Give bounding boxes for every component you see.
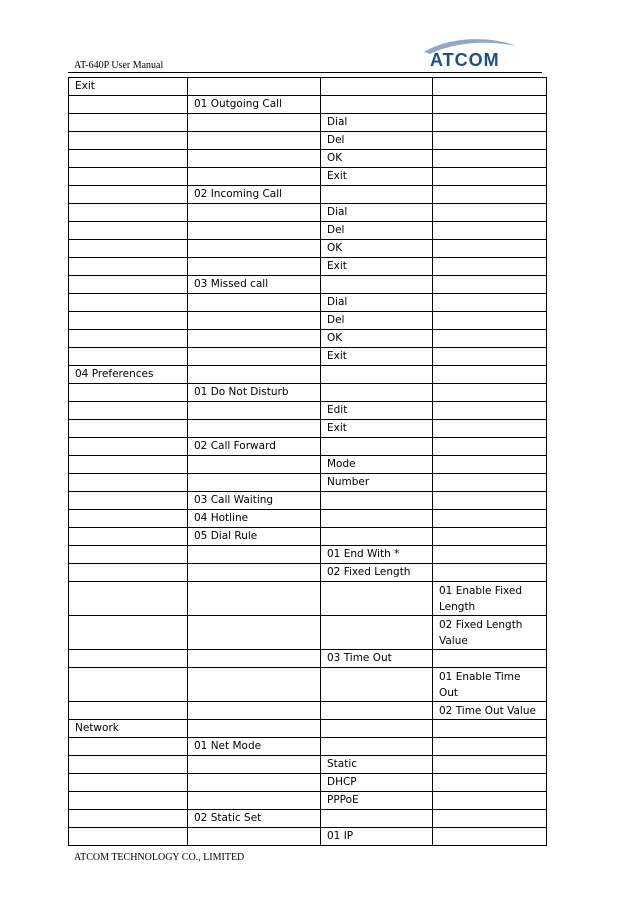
table-cell-level-1 (69, 204, 188, 222)
table-cell-level-4 (433, 792, 547, 810)
table-cell-level-1 (69, 420, 188, 438)
atcom-logo (420, 36, 520, 72)
table-row (69, 546, 547, 564)
table-cell-level-2: 01 Net Mode (188, 738, 321, 756)
table-row (69, 668, 547, 702)
table-cell-level-3: 02 Fixed Length (321, 564, 433, 582)
table-row (69, 132, 547, 150)
table-row (69, 96, 547, 114)
table-cell-level-3 (321, 438, 433, 456)
table-row (69, 582, 547, 616)
table-cell-level-3 (321, 810, 433, 828)
table-row (69, 738, 547, 756)
table-row (69, 792, 547, 810)
table-cell-level-2 (188, 294, 321, 312)
table-cell-level-2 (188, 616, 321, 650)
table-cell-level-4 (433, 384, 547, 402)
table-cell-level-4 (433, 650, 547, 668)
table-cell-level-4 (433, 438, 547, 456)
table-cell-level-2 (188, 474, 321, 492)
table-cell-level-4 (433, 774, 547, 792)
table-cell-level-1 (69, 756, 188, 774)
table-cell-level-4 (433, 240, 547, 258)
table-row (69, 258, 547, 276)
table-cell-level-4: 02 Time Out Value (433, 702, 547, 720)
table-cell-level-3: OK (321, 240, 433, 258)
table-row (69, 616, 547, 650)
table-cell-level-2: 02 Call Forward (188, 438, 321, 456)
table-cell-level-1 (69, 294, 188, 312)
table-cell-level-3: Exit (321, 420, 433, 438)
table-cell-level-3 (321, 384, 433, 402)
table-cell-level-1 (69, 150, 188, 168)
table-cell-level-1 (69, 132, 188, 150)
table-cell-level-4 (433, 114, 547, 132)
table-cell-level-4 (433, 222, 547, 240)
table-cell-level-3: 01 End With * (321, 546, 433, 564)
table-cell-level-2 (188, 564, 321, 582)
table-cell-level-4: 01 Enable Time Out (433, 668, 547, 702)
table-cell-level-1: Network (69, 720, 188, 738)
table-cell-level-2 (188, 168, 321, 186)
table-row (69, 222, 547, 240)
table-cell-level-4 (433, 528, 547, 546)
table-cell-level-2 (188, 240, 321, 258)
table-cell-level-2 (188, 78, 321, 96)
table-cell-level-2 (188, 150, 321, 168)
table-cell-level-2: 02 Static Set (188, 810, 321, 828)
table-row (69, 650, 547, 668)
table-cell-level-1 (69, 456, 188, 474)
table-cell-level-2 (188, 402, 321, 420)
table-cell-level-2 (188, 650, 321, 668)
table-cell-level-1 (69, 738, 188, 756)
table-cell-level-2 (188, 756, 321, 774)
table-cell-level-2 (188, 668, 321, 702)
table-cell-level-2 (188, 258, 321, 276)
table-row (69, 774, 547, 792)
table-cell-level-3: OK (321, 150, 433, 168)
table-cell-level-4 (433, 402, 547, 420)
table-cell-level-2 (188, 792, 321, 810)
table-row (69, 528, 547, 546)
table-cell-level-1 (69, 616, 188, 650)
table-row (69, 702, 547, 720)
table-cell-level-3 (321, 720, 433, 738)
menu-structure-table (68, 77, 547, 846)
table-row (69, 204, 547, 222)
table-cell-level-1 (69, 402, 188, 420)
table-cell-level-3 (321, 366, 433, 384)
table-row (69, 114, 547, 132)
table-cell-level-3: Dial (321, 204, 433, 222)
table-cell-level-4 (433, 294, 547, 312)
table-cell-level-3: Exit (321, 168, 433, 186)
table-row (69, 294, 547, 312)
table-cell-level-4: 02 Fixed Length Value (433, 616, 547, 650)
table-row (69, 78, 547, 96)
table-cell-level-4 (433, 330, 547, 348)
table-cell-level-3: Mode (321, 456, 433, 474)
table-cell-level-1 (69, 438, 188, 456)
table-cell-level-1 (69, 810, 188, 828)
table-cell-level-3: PPPoE (321, 792, 433, 810)
table-cell-level-1 (69, 258, 188, 276)
table-cell-level-3 (321, 78, 433, 96)
table-cell-level-4 (433, 132, 547, 150)
table-cell-level-4 (433, 186, 547, 204)
table-cell-level-2 (188, 348, 321, 366)
table-cell-level-3 (321, 616, 433, 650)
table-row (69, 474, 547, 492)
table-cell-level-3 (321, 668, 433, 702)
table-row (69, 438, 547, 456)
table-cell-level-1 (69, 384, 188, 402)
table-cell-level-3: Edit (321, 402, 433, 420)
table-cell-level-1: 04 Preferences (69, 366, 188, 384)
table-cell-level-1 (69, 828, 188, 846)
table-cell-level-1 (69, 186, 188, 204)
table-cell-level-2 (188, 582, 321, 616)
table-cell-level-4 (433, 258, 547, 276)
table-cell-level-3: Number (321, 474, 433, 492)
table-row (69, 330, 547, 348)
table-row (69, 756, 547, 774)
table-cell-level-1 (69, 510, 188, 528)
table-cell-level-3 (321, 186, 433, 204)
table-cell-level-4 (433, 78, 547, 96)
table-cell-level-3 (321, 528, 433, 546)
table-cell-level-3: Del (321, 312, 433, 330)
table-cell-level-1 (69, 222, 188, 240)
table-cell-level-3 (321, 738, 433, 756)
table-row (69, 150, 547, 168)
table-cell-level-3: 01 IP (321, 828, 433, 846)
table-cell-level-4 (433, 276, 547, 294)
table-cell-level-4 (433, 564, 547, 582)
table-cell-level-4 (433, 168, 547, 186)
table-cell-level-3: OK (321, 330, 433, 348)
table-cell-level-4 (433, 546, 547, 564)
table-cell-level-4 (433, 420, 547, 438)
table-cell-level-3: DHCP (321, 774, 433, 792)
table-cell-level-2 (188, 702, 321, 720)
table-cell-level-4: 01 Enable Fixed Length (433, 582, 547, 616)
table-row (69, 276, 547, 294)
table-cell-level-4 (433, 810, 547, 828)
table-cell-level-2: 01 Do Not Disturb (188, 384, 321, 402)
table-row (69, 186, 547, 204)
table-row (69, 312, 547, 330)
table-row (69, 828, 547, 846)
table-cell-level-4 (433, 510, 547, 528)
table-cell-level-2 (188, 456, 321, 474)
table-row (69, 402, 547, 420)
table-row (69, 420, 547, 438)
table-row (69, 240, 547, 258)
table-cell-level-4 (433, 204, 547, 222)
table-cell-level-1 (69, 348, 188, 366)
table-cell-level-4 (433, 738, 547, 756)
menu-table-body (69, 78, 547, 846)
table-cell-level-4 (433, 756, 547, 774)
table-cell-level-2 (188, 204, 321, 222)
table-cell-level-2 (188, 774, 321, 792)
table-cell-level-2 (188, 132, 321, 150)
logo-text: ATCOM (430, 50, 500, 70)
table-cell-level-2: 01 Outgoing Call (188, 96, 321, 114)
table-cell-level-1 (69, 492, 188, 510)
table-cell-level-2: 02 Incoming Call (188, 186, 321, 204)
table-cell-level-1: Exit (69, 78, 188, 96)
table-cell-level-1 (69, 96, 188, 114)
manual-title: AT-640P User Manual (74, 60, 164, 71)
table-cell-level-2 (188, 366, 321, 384)
table-cell-level-1 (69, 276, 188, 294)
table-row (69, 720, 547, 738)
table-cell-level-2 (188, 546, 321, 564)
table-cell-level-3: Dial (321, 114, 433, 132)
table-cell-level-2 (188, 828, 321, 846)
table-cell-level-3: Dial (321, 294, 433, 312)
table-cell-level-3: Del (321, 222, 433, 240)
page-header (0, 0, 638, 78)
table-cell-level-2: 03 Missed call (188, 276, 321, 294)
table-cell-level-2: 04 Hotline (188, 510, 321, 528)
table-cell-level-2: 05 Dial Rule (188, 528, 321, 546)
table-cell-level-4 (433, 720, 547, 738)
table-cell-level-3: Static (321, 756, 433, 774)
table-cell-level-2 (188, 114, 321, 132)
table-cell-level-4 (433, 96, 547, 114)
table-cell-level-2 (188, 312, 321, 330)
table-row (69, 168, 547, 186)
table-row (69, 384, 547, 402)
table-cell-level-1 (69, 168, 188, 186)
table-cell-level-2: 03 Call Waiting (188, 492, 321, 510)
table-cell-level-3 (321, 276, 433, 294)
table-cell-level-3: Exit (321, 258, 433, 276)
table-cell-level-3 (321, 492, 433, 510)
table-cell-level-2 (188, 720, 321, 738)
table-cell-level-1 (69, 312, 188, 330)
table-cell-level-4 (433, 456, 547, 474)
table-cell-level-4 (433, 312, 547, 330)
table-cell-level-1 (69, 546, 188, 564)
table-cell-level-3 (321, 702, 433, 720)
table-cell-level-1 (69, 330, 188, 348)
table-row (69, 810, 547, 828)
table-cell-level-4 (433, 828, 547, 846)
table-cell-level-4 (433, 366, 547, 384)
table-cell-level-1 (69, 702, 188, 720)
table-cell-level-3 (321, 96, 433, 114)
table-cell-level-3 (321, 510, 433, 528)
table-cell-level-1 (69, 650, 188, 668)
table-row (69, 456, 547, 474)
table-row (69, 492, 547, 510)
table-cell-level-1 (69, 240, 188, 258)
table-cell-level-2 (188, 420, 321, 438)
footer-company: ATCOM TECHNOLOGY CO., LIMITED (74, 852, 245, 863)
table-cell-level-4 (433, 492, 547, 510)
table-cell-level-3: Exit (321, 348, 433, 366)
table-row (69, 564, 547, 582)
table-cell-level-3: Del (321, 132, 433, 150)
table-cell-level-1 (69, 668, 188, 702)
table-row (69, 510, 547, 528)
table-row (69, 348, 547, 366)
table-row (69, 366, 547, 384)
table-cell-level-3 (321, 582, 433, 616)
table-cell-level-1 (69, 114, 188, 132)
table-cell-level-1 (69, 474, 188, 492)
table-cell-level-2 (188, 222, 321, 240)
table-cell-level-1 (69, 774, 188, 792)
table-cell-level-4 (433, 474, 547, 492)
table-cell-level-1 (69, 792, 188, 810)
table-cell-level-3: 03 Time Out (321, 650, 433, 668)
header-divider (68, 72, 542, 73)
table-cell-level-1 (69, 528, 188, 546)
table-cell-level-4 (433, 348, 547, 366)
table-cell-level-1 (69, 582, 188, 616)
table-cell-level-4 (433, 150, 547, 168)
table-cell-level-2 (188, 330, 321, 348)
table-cell-level-1 (69, 564, 188, 582)
